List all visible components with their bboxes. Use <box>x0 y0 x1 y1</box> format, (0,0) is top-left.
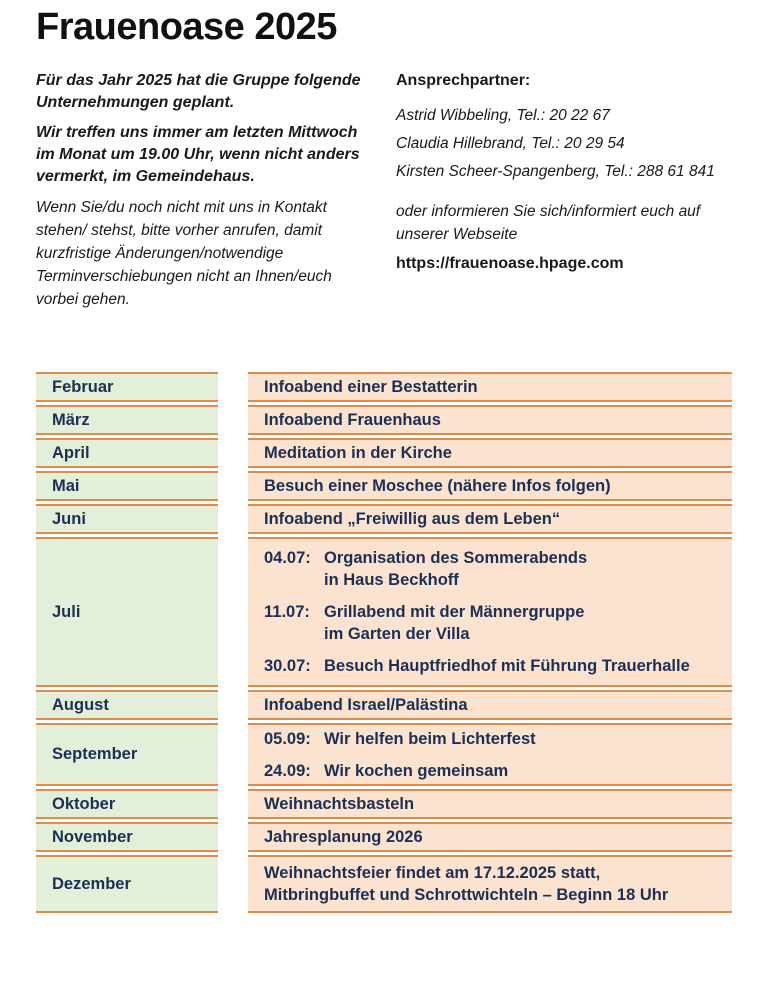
event-cell: Infoabend einer Bestatterin <box>248 372 732 402</box>
schedule-row <box>36 723 732 786</box>
event-text: Besuch Hauptfriedhof mit Führung Trauerhalle <box>324 657 690 675</box>
contact-person: Astrid Wibbeling, Tel.: 20 22 67 <box>396 107 610 124</box>
schedule-row <box>36 372 732 402</box>
schedule-row <box>36 504 732 534</box>
event-date: 04.07: <box>264 549 311 567</box>
event-entry <box>264 547 718 591</box>
month-cell: Juli <box>36 537 218 687</box>
event-entry <box>264 728 718 750</box>
event-text: Wir helfen beim Lichterfest <box>324 729 536 748</box>
event-cell: Jahresplanung 2026 <box>248 822 732 852</box>
contact-section <box>396 70 746 276</box>
schedule-row <box>36 855 732 913</box>
contact-info: oder informieren Sie sich/informiert euch auf unserer Webseite <box>396 203 701 243</box>
schedule-table <box>36 372 732 916</box>
schedule-row <box>36 405 732 435</box>
contact-person: Kirsten Scheer-Spangenberg, Tel.: 288 61 841 <box>396 163 715 180</box>
event-entry <box>264 601 718 645</box>
schedule-row <box>36 789 732 819</box>
event-cell: Infoabend „Freiwillig aus dem Leben“ <box>248 504 732 534</box>
schedule-row <box>36 471 732 501</box>
event-cell: Infoabend Frauenhaus <box>248 405 732 435</box>
month-cell: März <box>36 405 218 435</box>
event-cell: Weihnachtsfeier findet am 17.12.2025 statt, Mitbringbuffet und Schrottwichteln – Beginn 18 Uhr <box>248 855 732 913</box>
event-entry <box>264 760 718 782</box>
event-date: 24.09: <box>264 761 311 780</box>
schedule-row <box>36 690 732 720</box>
event-cell <box>248 537 732 687</box>
page-title: Frauenoase 2025 <box>36 6 337 48</box>
month-cell: April <box>36 438 218 468</box>
event-text: Organisation des Sommerabends in Haus Beckhoff <box>324 549 588 589</box>
schedule-row <box>36 537 732 687</box>
month-cell: Februar <box>36 372 218 402</box>
intro-section <box>36 70 376 311</box>
event-cell: Weihnachtsbasteln <box>248 789 732 819</box>
schedule-row <box>36 822 732 852</box>
intro-plan: Für das Jahr 2025 hat die Gruppe folgende Unternehmungen geplant. <box>36 72 361 111</box>
event-text: Grillabend mit der Männergruppe im Garten der Villa <box>324 603 585 643</box>
schedule-row <box>36 438 732 468</box>
intro-meeting: Wir treffen uns immer am letzten Mittwoch im Monat um 19.00 Uhr, wenn nicht anders vermerkt, im Gemeindehaus. <box>36 124 360 185</box>
event-cell: Infoabend Israel/Palästina <box>248 690 732 720</box>
month-cell: Mai <box>36 471 218 501</box>
month-cell: Juni <box>36 504 218 534</box>
event-date: 05.09: <box>264 729 311 748</box>
event-entry <box>264 655 718 677</box>
month-cell: November <box>36 822 218 852</box>
event-date: 30.07: <box>264 657 311 675</box>
event-cell: Besuch einer Moschee (nähere Infos folgen) <box>248 471 732 501</box>
month-cell: Oktober <box>36 789 218 819</box>
website-link[interactable]: https://frauenoase.hpage.com <box>396 255 624 272</box>
event-date: 11.07: <box>264 603 310 621</box>
intro-note: Wenn Sie/du noch nicht mit uns in Kontakt stehen/ stehst, bitte vorher anrufen, damit kurzfristige Änderungen/notwendige Terminverschiebungen nicht an Ihnen/euch vorbei gehen. <box>36 199 332 308</box>
month-cell: Dezember <box>36 855 218 913</box>
month-cell: September <box>36 723 218 786</box>
event-cell <box>248 723 732 786</box>
contact-person: Claudia Hillebrand, Tel.: 20 29 54 <box>396 135 625 152</box>
event-text: Wir kochen gemeinsam <box>324 761 509 780</box>
contact-heading: Ansprechpartner: <box>396 72 531 89</box>
month-cell: August <box>36 690 218 720</box>
event-cell: Meditation in der Kirche <box>248 438 732 468</box>
